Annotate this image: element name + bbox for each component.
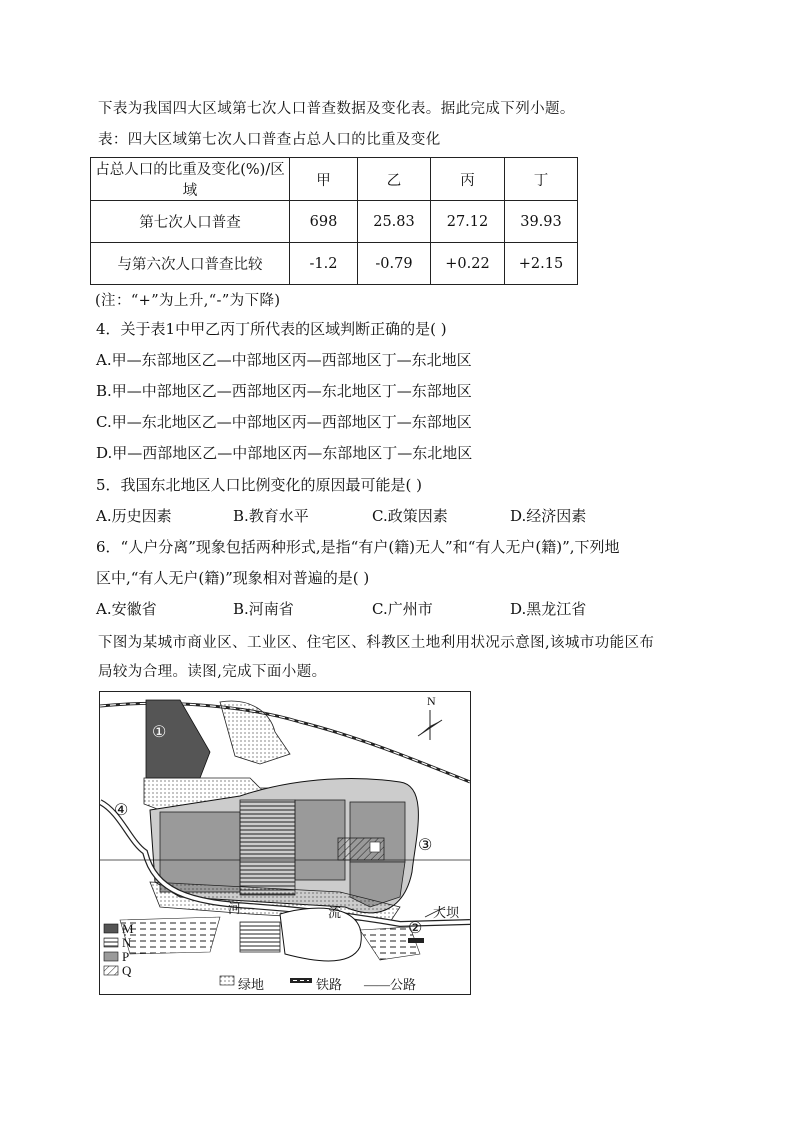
q6-option-b[interactable]: B.河南省 xyxy=(233,600,294,618)
legend-label-n: N xyxy=(122,935,132,950)
q6-option-d[interactable]: D.黑龙江省 xyxy=(510,600,587,618)
legend-swatch-m xyxy=(104,924,118,933)
q5-option-c[interactable]: C.政策因素 xyxy=(372,507,448,525)
q6-option-c[interactable]: C.广州市 xyxy=(372,600,433,618)
intro2-line2: 局较为合理。读图,完成下面小题。 xyxy=(98,664,327,680)
table-cell: 698 xyxy=(290,201,358,243)
q5-option-d[interactable]: D.经济因素 xyxy=(510,507,587,525)
table-cell: 39.93 xyxy=(505,201,578,243)
intro2-line1: 下图为某城市商业区、工业区、住宅区、科教区土地利用状况示意图,该城市功能区布 xyxy=(98,635,655,651)
q4-option-b[interactable]: B.甲—中部地区乙—西部地区丙—东北地区丁—东部地区 xyxy=(96,382,472,400)
map-label-3: ③ xyxy=(418,837,433,854)
q6-option-a[interactable]: A.安徽省 xyxy=(96,600,157,618)
zone-n-south xyxy=(240,922,280,952)
q6-stem-line2: 区中,“有人无户(籍)”现象相对普遍的是( ) xyxy=(96,569,370,587)
q5-stem: 5．我国东北地区人口比例变化的原因最可能是( ) xyxy=(96,476,423,494)
table-header-cell: 乙 xyxy=(358,158,431,201)
map-label-4: ④ xyxy=(114,802,129,819)
map-label-2: ② xyxy=(408,920,423,937)
table-header-cell: 丁 xyxy=(505,158,578,201)
legend-swatch-q xyxy=(104,966,118,975)
south-west-area xyxy=(120,917,220,954)
zone-p-center xyxy=(295,800,345,880)
legend-label-p: P xyxy=(122,949,130,964)
legend-label-q: Q xyxy=(122,963,132,978)
table-cell: 27.12 xyxy=(431,201,505,243)
table-cell: -1.2 xyxy=(290,243,358,285)
q5-option-b[interactable]: B.教育水平 xyxy=(233,507,309,525)
city-land-use-map xyxy=(99,691,471,995)
table-note: (注：“+”为上升,“-”为下降) xyxy=(95,293,281,309)
table-cell: +2.15 xyxy=(505,243,578,285)
legend-swatch-p xyxy=(104,952,118,961)
table-row xyxy=(91,201,578,243)
zone-q-marker xyxy=(370,842,380,852)
legend-label-m: M xyxy=(122,921,134,936)
population-table xyxy=(90,157,578,285)
legend-label-rail: 铁路 xyxy=(316,977,343,992)
legend-label-road: ——公路 xyxy=(364,977,417,992)
green-area-north xyxy=(220,701,290,764)
legend-swatch-n xyxy=(104,938,118,947)
north-label: N xyxy=(427,694,436,708)
intro-text: 下表为我国四大区域第七次人口普查数据及变化表。据此完成下列小题。 xyxy=(98,101,575,117)
q4-stem: 4．关于表1中甲乙丙丁所代表的区域判断正确的是( ) xyxy=(96,320,447,338)
table-header-cell: 占总人口的比重及变化(%)/区域 xyxy=(91,158,290,201)
zone-n-center xyxy=(240,800,295,895)
q4-option-d[interactable]: D.甲—西部地区乙—中部地区丙—东部地区丁—东北地区 xyxy=(96,444,473,462)
table-cell: -0.79 xyxy=(358,243,431,285)
q4-option-a[interactable]: A.甲—东部地区乙—中部地区丙—西部地区丁—东北地区 xyxy=(96,351,472,369)
map-label-1: ① xyxy=(152,724,167,741)
legend-swatch-green xyxy=(220,976,234,985)
zone-p-west xyxy=(160,812,240,892)
river-label-2: 流 xyxy=(328,905,342,920)
q6-stem-line1: 6．“人户分离”现象包括两种形式,是指“有户(籍)无人”和“有人无户(籍)”,下列地 xyxy=(96,538,620,556)
legend-label-green: 绿地 xyxy=(238,977,265,992)
table-cell: 第七次人口普查 xyxy=(91,201,290,243)
dam-label: 大坝 xyxy=(433,905,460,920)
southern-land xyxy=(280,908,361,961)
table-cell: 与第六次人口普查比较 xyxy=(91,243,290,285)
table-caption: 表：四大区域第七次人口普查占总人口的比重及变化 xyxy=(98,132,441,148)
q4-option-c[interactable]: C.甲—东北地区乙—中部地区丙—西部地区丁—东部地区 xyxy=(96,413,472,431)
table-row xyxy=(91,243,578,285)
table-cell: +0.22 xyxy=(431,243,505,285)
table-header-cell: 甲 xyxy=(290,158,358,201)
river-label-1: 河 xyxy=(228,901,242,916)
table-header-row xyxy=(91,158,578,201)
dam-marker xyxy=(408,938,424,943)
table-header-cell: 丙 xyxy=(431,158,505,201)
q5-option-a[interactable]: A.历史因素 xyxy=(96,507,172,525)
table-cell: 25.83 xyxy=(358,201,431,243)
